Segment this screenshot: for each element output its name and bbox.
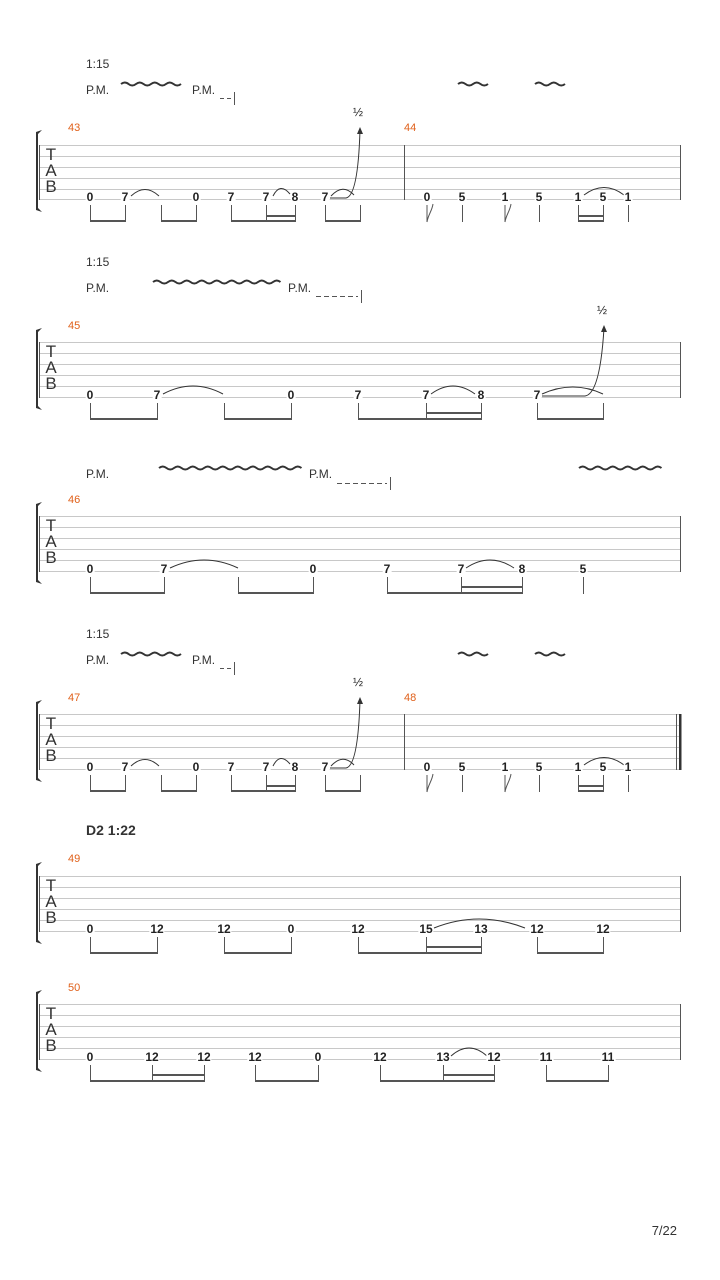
fret-number: 12 — [596, 922, 610, 936]
fret-number: 7 — [160, 562, 168, 576]
time-marker: 1:15 — [86, 57, 110, 71]
fret-number: 0 — [86, 760, 94, 774]
tab-clef-b: B — [45, 374, 57, 393]
fret-number: 12 — [487, 1050, 501, 1064]
fret-number: 7 — [227, 760, 235, 774]
fret-number: 5 — [535, 190, 543, 204]
fret-number: 12 — [145, 1050, 159, 1064]
tab-clef-b: B — [45, 908, 57, 927]
palm-mute-label: P.M. — [86, 653, 110, 667]
fret-number: 0 — [287, 922, 295, 936]
fret-number: 7 — [321, 760, 329, 774]
palm-mute-label: P.M. — [309, 467, 333, 481]
fret-number: 0 — [86, 922, 94, 936]
fret-number: 7 — [383, 562, 391, 576]
measure-number: 44 — [404, 122, 417, 134]
fret-number: 7 — [262, 760, 270, 774]
fret-number: 0 — [309, 562, 317, 576]
fret-number: 1 — [501, 760, 509, 774]
fret-number: 5 — [535, 760, 543, 774]
fret-number: 0 — [86, 1050, 94, 1064]
tab-clef-a: A — [45, 730, 57, 749]
fret-number: 7 — [227, 190, 235, 204]
measure-number: 50 — [68, 982, 81, 994]
fret-number: 13 — [436, 1050, 450, 1064]
fret-number: 12 — [150, 922, 164, 936]
tab-clef-t: T — [45, 145, 57, 164]
fret-number: 0 — [86, 190, 94, 204]
fret-number: 12 — [351, 922, 365, 936]
fret-number: 7 — [533, 388, 541, 402]
palm-mute-label: P.M. — [192, 83, 216, 97]
fret-number: 8 — [291, 190, 299, 204]
fret-number: 5 — [599, 760, 607, 774]
bend-amount-label: ½ — [597, 303, 608, 317]
fret-number: 0 — [86, 388, 94, 402]
fret-number: 5 — [458, 190, 466, 204]
fret-number: 7 — [321, 190, 329, 204]
fret-number: 0 — [423, 190, 431, 204]
fret-number: 8 — [477, 388, 485, 402]
fret-number: 11 — [539, 1050, 553, 1064]
fret-number: 0 — [192, 190, 200, 204]
fret-number: 5 — [599, 190, 607, 204]
tab-clef-a: A — [45, 161, 57, 180]
fret-number: 7 — [457, 562, 465, 576]
fret-number: 1 — [501, 190, 509, 204]
fret-number: 1 — [624, 190, 632, 204]
fret-number: 12 — [248, 1050, 262, 1064]
fret-number: 7 — [422, 388, 430, 402]
tab-clef-b: B — [45, 548, 57, 567]
tab-clef-t: T — [45, 342, 57, 361]
section-marker: D2 1:22 — [86, 822, 136, 838]
bend-amount-label: ½ — [353, 105, 364, 119]
fret-number: 5 — [458, 760, 466, 774]
fret-number: 7 — [121, 190, 129, 204]
palm-mute-label: P.M. — [288, 281, 312, 295]
tab-clef-t: T — [45, 1004, 57, 1023]
measure-number: 47 — [68, 692, 81, 704]
tab-clef-t: T — [45, 714, 57, 733]
fret-number: 7 — [262, 190, 270, 204]
fret-number: 5 — [579, 562, 587, 576]
page-number: 7/22 — [651, 1223, 677, 1238]
fret-number: 0 — [287, 388, 295, 402]
measure-number: 43 — [68, 122, 81, 134]
fret-number: 13 — [474, 922, 488, 936]
tab-clef-b: B — [45, 177, 57, 196]
fret-number: 8 — [518, 562, 526, 576]
tab-clef-b: B — [45, 746, 57, 765]
palm-mute-label: P.M. — [86, 281, 110, 295]
fret-number: 12 — [530, 922, 544, 936]
fret-number: 7 — [121, 760, 129, 774]
tab-clef-t: T — [45, 876, 57, 895]
fret-number: 0 — [86, 562, 94, 576]
measure-number: 49 — [68, 853, 81, 865]
fret-number: 1 — [574, 190, 582, 204]
fret-number: 0 — [314, 1050, 322, 1064]
measure-number: 46 — [68, 494, 81, 506]
palm-mute-label: P.M. — [86, 467, 110, 481]
palm-mute-label: P.M. — [192, 653, 216, 667]
tab-clef-a: A — [45, 532, 57, 551]
fret-number: 12 — [197, 1050, 211, 1064]
fret-number: 8 — [291, 760, 299, 774]
fret-number: 12 — [217, 922, 231, 936]
fret-number: 7 — [354, 388, 362, 402]
tab-clef-a: A — [45, 1020, 57, 1039]
fret-number: 15 — [419, 922, 433, 936]
time-marker: 1:15 — [86, 255, 110, 269]
bend-amount-label: ½ — [353, 675, 364, 689]
tab-clef-a: A — [45, 892, 57, 911]
fret-number: 0 — [192, 760, 200, 774]
fret-number: 1 — [574, 760, 582, 774]
time-marker: 1:15 — [86, 627, 110, 641]
fret-number: 1 — [624, 760, 632, 774]
fret-number: 12 — [373, 1050, 387, 1064]
fret-number: 7 — [153, 388, 161, 402]
tab-clef-a: A — [45, 358, 57, 377]
fret-number: 11 — [601, 1050, 615, 1064]
measure-number: 45 — [68, 320, 81, 332]
fret-number: 0 — [423, 760, 431, 774]
tab-clef-t: T — [45, 516, 57, 535]
palm-mute-label: P.M. — [86, 83, 110, 97]
tab-clef-b: B — [45, 1036, 57, 1055]
measure-number: 48 — [404, 692, 417, 704]
